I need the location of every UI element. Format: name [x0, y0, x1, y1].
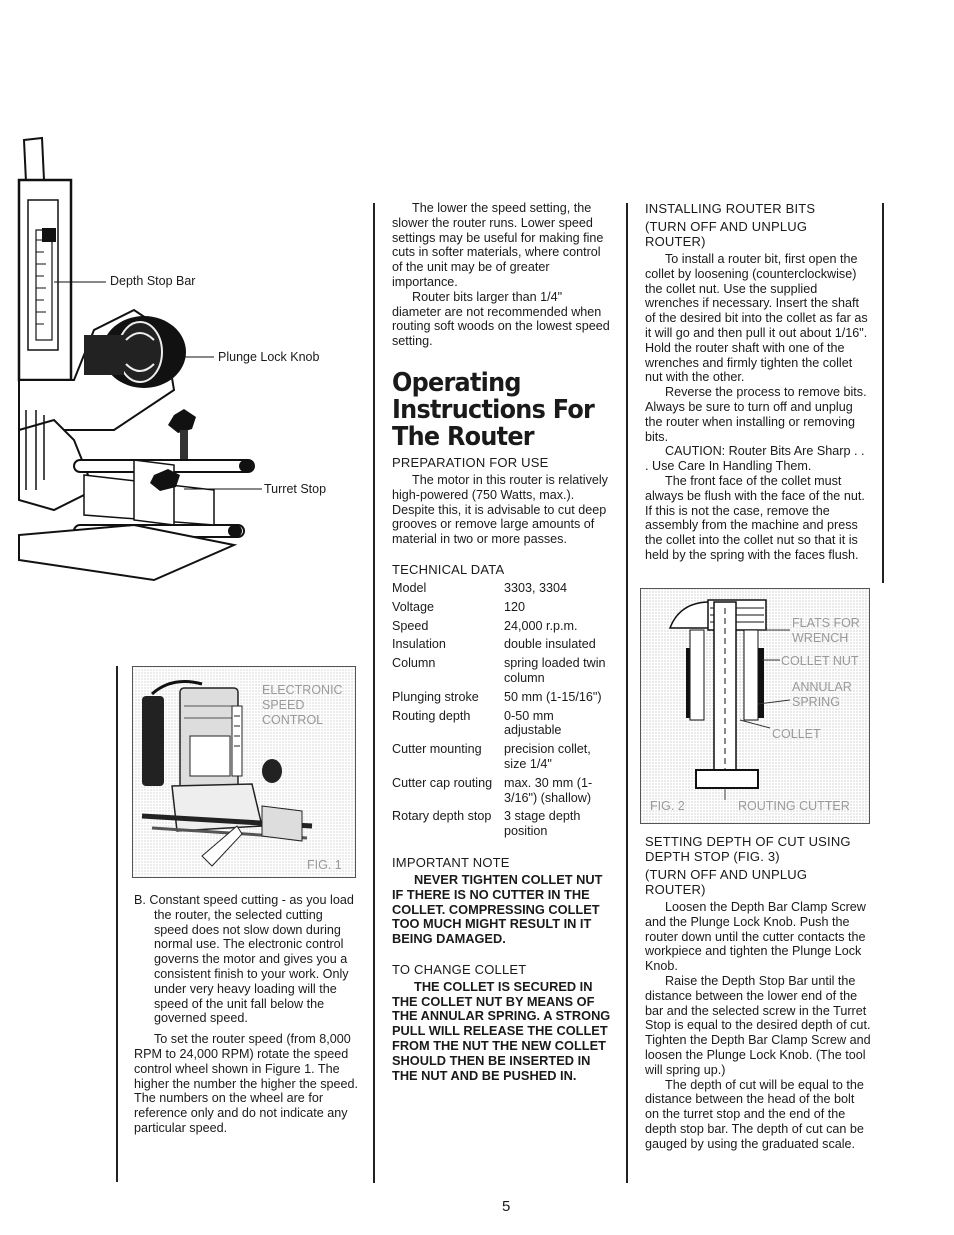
tech-value: 24,000 r.p.m.: [504, 618, 578, 633]
depth-subheading: (TURN OFF AND UNPLUG ROUTER): [645, 867, 808, 897]
tech-label: Cutter cap routing: [392, 775, 493, 790]
tech-value: double insulated: [504, 637, 596, 652]
tech-label: Model: [392, 580, 427, 595]
fig1-caption: FIG. 1: [307, 858, 342, 872]
para-b: B. Constant speed cutting - as you load the router, the selected cutting speed does not slow down during normal use. The electronic control governs the motor and gives you a consistent finish to your work. Only under very heavy loading will the speed of the unit fall below the governed speed.: [134, 893, 354, 1026]
tech-data-table: [392, 581, 612, 843]
install-para-3: The front face of the collet must always be flush with the face of the nut. If this is not the case, remove the assembly from the machine and press the collet into the collet nut so that it is held by the spring with the faces flush.: [645, 473, 865, 562]
tech-row: [392, 776, 612, 810]
tech-label: Rotary depth stop: [392, 809, 492, 824]
install-para-2: Reverse the process to remove bits. Always be sure to turn off and unplug the router when installing or removing bits.: [645, 385, 867, 444]
figure-1: [132, 666, 356, 878]
fig2-annular-line-2: SPRING: [792, 695, 840, 709]
caution-text: CAUTION: Router Bits Are Sharp . . . Use Care In Handling Them.: [645, 444, 865, 474]
right-column-top: [645, 201, 871, 563]
tech-value: 0-50 mm adjustable: [504, 708, 562, 738]
tech-label: Speed: [392, 618, 429, 633]
callout-plunge-lock-knob: Plunge Lock Knob: [218, 350, 320, 364]
tech-label: Insulation: [392, 637, 446, 652]
fig1-label-line-3: CONTROL: [262, 713, 324, 727]
fig2-caption: FIG. 2: [650, 799, 685, 813]
tech-label: Voltage: [392, 599, 435, 614]
intro-speed-setting: The lower the speed setting, the slower the router runs. Lower speed settings may be useful for making fine cuts in softer materials, where control of the unit may be of greater importance.: [392, 201, 604, 289]
figure-2: [640, 588, 870, 824]
section-title: [392, 367, 612, 452]
fig2-collet-diagram: [640, 588, 870, 824]
tech-value: max. 30 mm (1-3/16") (shallow): [504, 775, 593, 805]
tech-row: [392, 600, 612, 619]
tech-row: [392, 656, 612, 690]
intro-router-bits: Router bits larger than 1/4" diameter are not recommended when routing soft woods on the lowest speed setting.: [392, 289, 610, 349]
fig2-collet-nut: COLLET NUT: [781, 654, 859, 668]
tech-label: Plunging stroke: [392, 689, 479, 704]
fig1-label-line-1: ELECTRONIC: [262, 683, 343, 697]
tech-row: [392, 709, 612, 743]
page-number: 5: [502, 1198, 511, 1215]
fig2-collet: COLLET: [772, 727, 821, 741]
tech-label: Cutter mounting: [392, 742, 482, 757]
install-heading: INSTALLING ROUTER BITS: [645, 201, 816, 216]
depth-para-2: Raise the Depth Stop Bar until the distance between the lower end of the bar and the selected screw in the Turret Stop is equal to the desired depth of cut. Tighten the Depth Bar Clamp Screw and loosen the Plunge Lock Knob. (The tool will spring up.): [645, 973, 871, 1077]
tech-value: spring loaded twin column: [504, 656, 606, 685]
depth-para-3: The depth of cut will be equal to the distance between the head of the bolt on the turret stop and the end of the depth stop bar. The depth of cut can be gauged by using the graduated scale.: [645, 1077, 864, 1151]
tech-value: 120: [504, 599, 526, 614]
change-collet-heading: TO CHANGE COLLET: [392, 961, 527, 977]
section-title-line-2: Instructions For: [392, 394, 595, 425]
fig2-annular-line-1: ANNULAR: [792, 680, 852, 694]
left-column: [134, 893, 360, 1136]
tech-row: [392, 742, 612, 776]
change-collet-text: THE COLLET IS SECURED IN THE COLLET NUT BY MEANS OF THE ANNULAR SPRING. A STRONG PULL WILL RELEASE THE COLLET FROM THE NUT THE NEW COLLET SHOULD THEN BE INSERTED IN THE NUT AND BE PUSHED IN.: [392, 978, 611, 1083]
depth-para-1: Loosen the Depth Bar Clamp Screw and the Plunge Lock Knob. Push the router down until the cutter contacts the workpiece and tighten the Plunge Lock Knob.: [645, 900, 866, 974]
callout-turret-stop: Turret Stop: [264, 482, 327, 496]
depth-heading: SETTING DEPTH OF CUT USING DEPTH STOP (FIG. 3): [645, 834, 851, 864]
left-column-rule: [116, 666, 118, 1182]
tech-row: [392, 637, 612, 656]
tech-row: [392, 619, 612, 638]
right-column-right-rule: [882, 203, 884, 583]
important-note-text: NEVER TIGHTEN COLLET NUT IF THERE IS NO CUTTER IN THE COLLET. COMPRESSING COLLET TOO MUCH MIGHT RESULT IN IT BEING DAMAGED.: [392, 871, 603, 947]
tech-value: 50 mm (1-15/16"): [504, 689, 602, 704]
fig2-flats-line-1: FLATS FOR: [792, 616, 860, 630]
tech-row: [392, 581, 612, 600]
important-note-heading: IMPORTANT NOTE: [392, 854, 510, 870]
section-title-line-3: The Router: [392, 421, 534, 452]
fig1-photo: [132, 666, 356, 878]
middle-column: [392, 201, 612, 1083]
right-column-bottom: [645, 834, 871, 1152]
prep-heading: PREPARATION FOR USE: [392, 454, 549, 470]
tech-heading: TECHNICAL DATA: [392, 561, 505, 577]
prep-text: The motor in this router is relatively high-powered (750 Watts, max.). Despite this, it is advisable to cut deep grooves or remove large amounts of material in two or more passes.: [392, 472, 608, 547]
fig2-routing-cutter: ROUTING CUTTER: [738, 799, 850, 813]
fig1-label-line-2: SPEED: [262, 698, 305, 712]
tech-label: Column: [392, 656, 436, 671]
para-set-speed: To set the router speed (from 8,000 RPM to 24,000 RPM) rotate the speed control wheel shown in Figure 1. The higher the number the higher the speed. The numbers on the wheel are for reference only and do not indicate any particular speed.: [134, 1032, 359, 1135]
install-subheading: (TURN OFF AND UNPLUG ROUTER): [645, 219, 808, 249]
tech-value: 3303, 3304: [504, 580, 568, 595]
tech-value: 3 stage depth position: [504, 809, 581, 839]
section-title-line-1: Operating: [392, 367, 521, 398]
middle-column-rule: [373, 203, 375, 1183]
tech-label: Routing depth: [392, 708, 471, 723]
install-para-1: To install a router bit, first open the collet by loosening (counterclockwise) the collet nut. Use the supplied wrenches if necessary. Insert the shaft of the desired bit into the collet as far as it will go and then pull it out about 1/16". Hold the router shaft with one of the wrenches and firmly tighten the collet nut with the other.: [645, 252, 868, 385]
right-column-left-rule: [626, 203, 628, 1183]
callout-depth-stop-bar: Depth Stop Bar: [110, 274, 196, 288]
fig2-flats-line-2: WRENCH: [792, 631, 849, 645]
tech-value: precision collet, size 1/4": [504, 742, 591, 771]
tech-row: [392, 690, 612, 709]
tech-row: [392, 809, 612, 843]
